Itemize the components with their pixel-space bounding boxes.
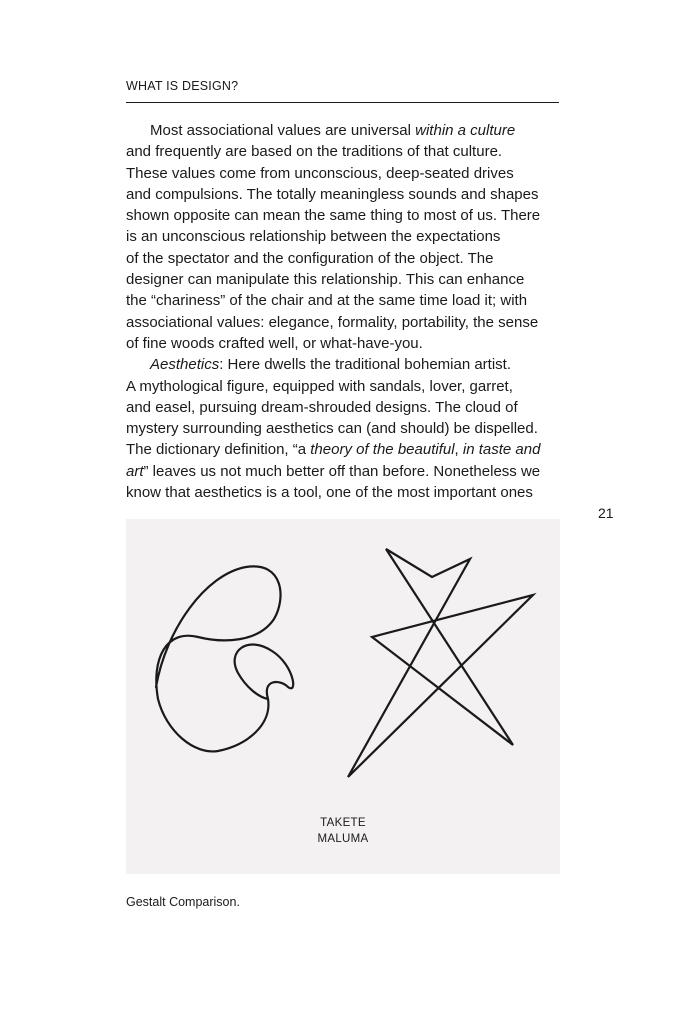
body-text-run: associational values: elegance, formality, portability, the sense <box>126 313 539 331</box>
emphasis-text: within a culture <box>415 122 516 139</box>
body-text-run: of fine woods crafted well, or what-have-you. <box>126 334 423 352</box>
body-text-run: know that aesthetics is a tool, one of the most important ones <box>126 484 533 502</box>
running-head: WHAT IS DESIGN? <box>126 79 239 93</box>
emphasis-text: theory of the beautiful <box>310 441 455 459</box>
emphasis-text: in taste and <box>462 441 541 459</box>
page-number: 21 <box>598 505 614 521</box>
body-line <box>126 290 566 311</box>
maluma-blob <box>156 566 293 751</box>
figure-label-maluma: MALUMA <box>317 833 369 845</box>
body-line <box>126 418 566 439</box>
body-text-run: mystery surrounding aesthetics can (and should) be dispelled. <box>126 420 538 438</box>
body-line <box>126 312 566 333</box>
emphasis-text: Aesthetics <box>150 356 220 374</box>
body-text-run: The dictionary definition, “a <box>126 441 311 459</box>
takete-star <box>348 549 533 777</box>
figure-panel <box>126 519 560 874</box>
body-text-run: These values come from unconscious, deep-seated drives <box>126 164 514 182</box>
body-line <box>126 120 566 141</box>
body-text-run: is an unconscious relationship between the expectations <box>126 228 501 246</box>
body-text-run: , <box>454 441 463 459</box>
emphasis-text: art <box>126 462 144 480</box>
header-rule <box>126 102 559 103</box>
body-line <box>126 248 566 269</box>
body-line <box>126 461 566 482</box>
body-text-run: A mythological figure, equipped with sandals, lover, garret, <box>126 377 513 395</box>
body-text-run: and frequently are based on the traditions of that culture. <box>126 143 503 161</box>
body-line <box>126 397 566 418</box>
body-text-run: and compulsions. The totally meaningless sounds and shapes <box>126 185 539 203</box>
body-line <box>126 163 566 184</box>
body-text-run: of the spectator and the configuration of the object. The <box>126 249 494 267</box>
figure-caption: Gestalt Comparison. <box>126 895 240 909</box>
body-line <box>126 482 566 503</box>
body-text-run: and easel, pursuing dream-shrouded designs. The cloud of <box>126 398 518 416</box>
body-line <box>126 354 566 375</box>
body-text-run: : Here dwells the traditional bohemian artist. <box>219 356 512 374</box>
body-line <box>126 376 566 397</box>
body-line <box>126 184 566 205</box>
body-text <box>126 120 566 503</box>
body-line <box>126 141 566 162</box>
body-line <box>126 226 566 247</box>
figure-label-takete: TAKETE <box>320 817 366 829</box>
body-text-run: the “chariness” of the chair and at the same time load it; with <box>126 292 528 310</box>
body-line <box>126 205 566 226</box>
body-text-run: shown opposite can mean the same thing to most of us. There <box>126 207 541 225</box>
body-line <box>126 333 566 354</box>
body-text-run: Most associational values are universal <box>150 122 416 139</box>
body-text-run: designer can manipulate this relationship. This can enhance <box>126 271 525 289</box>
body-text-run: ” leaves us not much better off than before. Nonetheless we <box>143 462 541 480</box>
body-line <box>126 269 566 290</box>
body-line <box>126 439 566 460</box>
